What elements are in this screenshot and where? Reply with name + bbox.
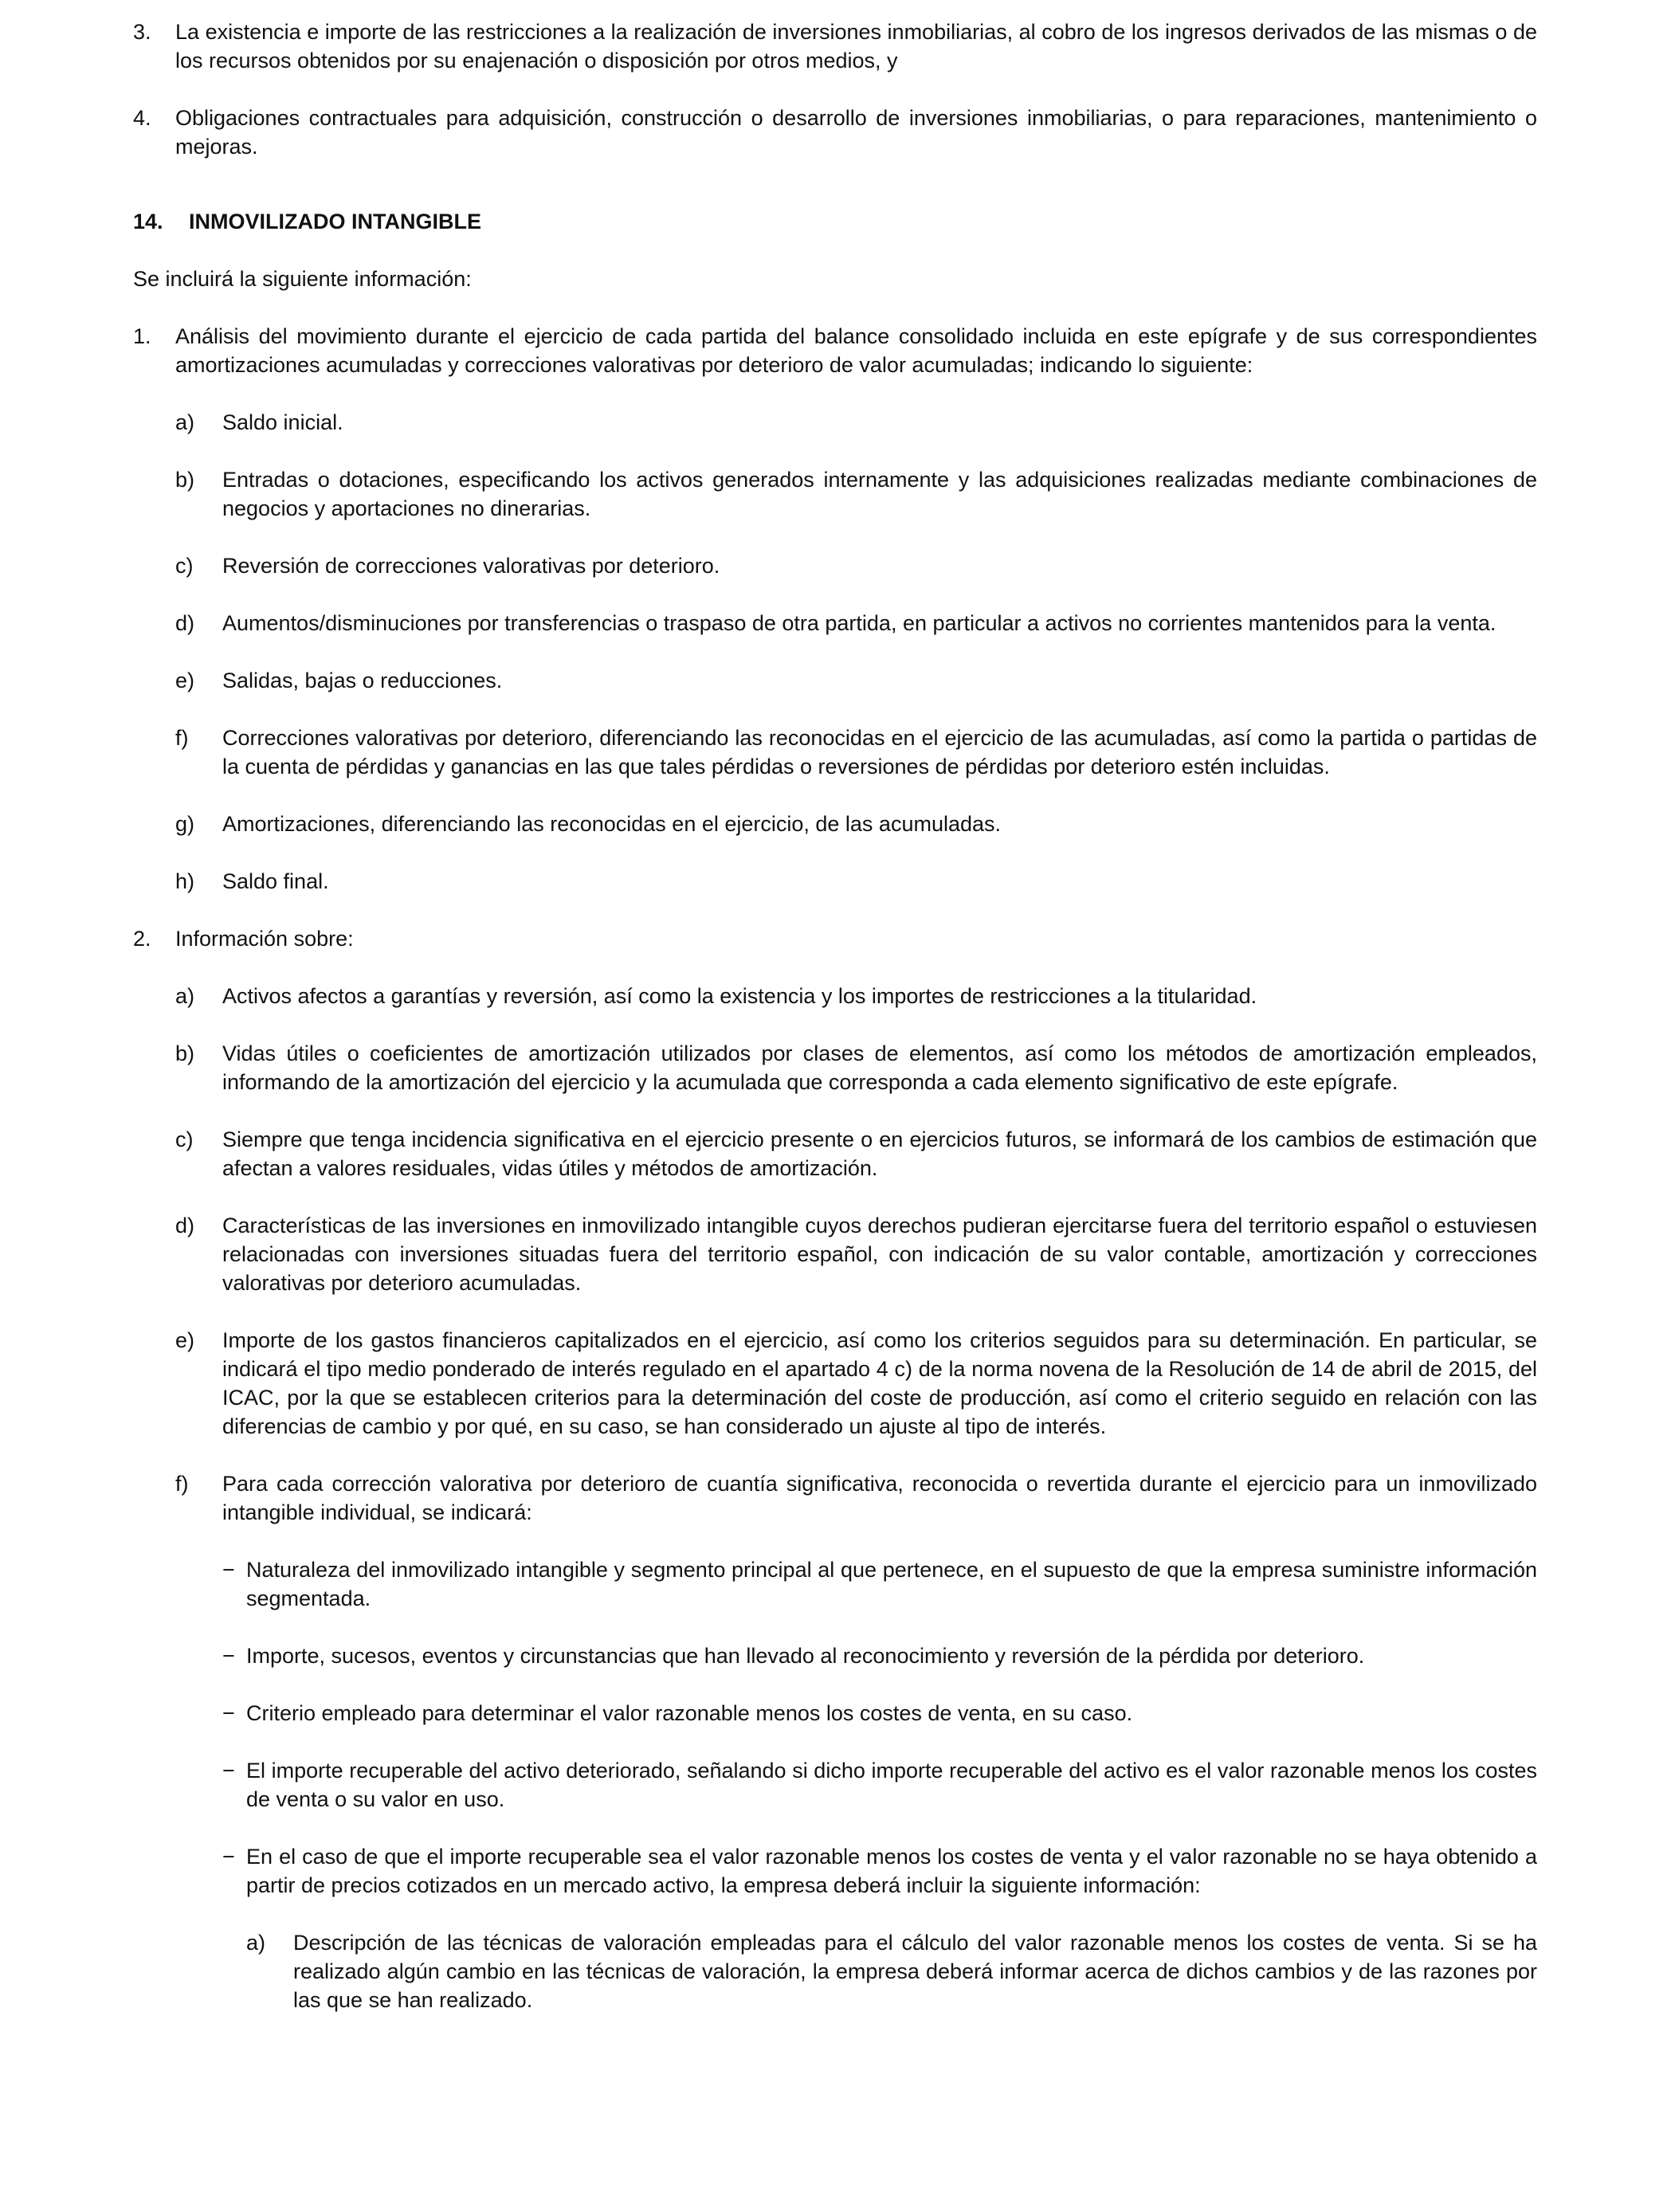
section-number: 14. (133, 210, 163, 233)
list-text: Análisis del movimiento durante el ejercicio de cada partida del balance consolidado incluida en este epígrafe y de sus correspondientes amortizaciones acumuladas y correcciones valorativas por deterioro de valor acumuladas; indicando lo siguiente: (175, 324, 1537, 377)
dash-marker: − (222, 1558, 235, 1582)
dash-marker: − (222, 1759, 235, 1783)
sub-list-item (175, 408, 1537, 437)
list-item (133, 924, 1537, 953)
deep-list-text: Descripción de las técnicas de valoración empleadas para el cálculo del valor razonable menos los costes de venta. Si se ha realizado algún cambio en las técnicas de valoración, la empresa deberá informar acerca de dichos cambios y de las razones por las que se han realizado. (293, 1931, 1537, 2012)
sub-list-item (175, 1211, 1537, 1297)
dash-list-text: Naturaleza del inmovilizado intangible y segmento principal al que pertenece, en el supuesto de que la empresa suministre información segmentada. (246, 1558, 1537, 1610)
dash-list-text: El importe recuperable del activo deteriorado, señalando si dicho importe recuperable del activo es el valor razonable menos los costes de venta o su valor en uso. (246, 1759, 1537, 1811)
sub-list-item (175, 724, 1537, 781)
sub-list-text: Salidas, bajas o reducciones. (222, 669, 503, 692)
sub-list-item (175, 465, 1537, 523)
sub-list-marker: d) (175, 1214, 195, 1237)
sub-list-marker: f) (175, 1472, 189, 1496)
section-intro: Se incluirá la siguiente información: (133, 267, 472, 291)
sub-list-marker: g) (175, 812, 195, 836)
sub-list-text: Siempre que tenga incidencia significativa en el ejercicio presente o en ejercicios futuros, se informará de los cambios de estimación que afectan a valores residuales, vidas útiles y métodos de amortización. (222, 1128, 1537, 1180)
list-item (133, 104, 1537, 161)
deep-list-item (246, 1928, 1537, 2014)
dash-marker: − (222, 1701, 235, 1725)
dash-list-item (222, 1756, 1537, 1814)
sub-list-text: Amortizaciones, diferenciando las reconocidas en el ejercicio, de las acumuladas. (222, 812, 1002, 836)
sub-list-text: Activos afectos a garantías y reversión, así como la existencia y los importes de restricciones a la titularidad. (222, 984, 1257, 1008)
list-item (133, 322, 1537, 379)
sub-list-marker: e) (175, 669, 195, 692)
dash-list-text: En el caso de que el importe recuperable sea el valor razonable menos los costes de venta y el valor razonable no se haya obtenido a partir de precios cotizados en un mercado activo, la empresa deberá incluir la siguiente información: (246, 1845, 1537, 1897)
sub-list-marker: a) (175, 984, 195, 1008)
list-text: Información sobre: (175, 927, 354, 951)
sub-list-item (175, 867, 1537, 896)
section-heading (133, 207, 1537, 236)
sub-list-text: Correcciones valorativas por deterioro, diferenciando las reconocidas en el ejercicio de las acumuladas, así como la partida o partidas de la cuenta de pérdidas y ganancias en las que tales pérdidas o reversiones de pérdidas por deterioro estén incluidas. (222, 726, 1537, 779)
sub-list-text: Importe de los gastos financieros capitalizados en el ejercicio, así como los criterios seguidos para su determinación. En particular, se indicará el tipo medio ponderado de interés regulado en el apartado 4 c) de la norma novena de la Resolución de 14 de abril de 2015, del ICAC, por la que se establecen criterios para la determinación del coste de producción, así como el criterio seguido en relación con las diferencias de cambio y por qué, en su caso, se han considerado un ajuste al tipo de interés. (222, 1328, 1537, 1438)
sub-list-text: Saldo final. (222, 869, 329, 893)
dash-marker: − (222, 1845, 235, 1869)
dash-marker: − (222, 1644, 235, 1668)
dash-list-text: Criterio empleado para determinar el valor razonable menos los costes de venta, en su caso. (246, 1701, 1133, 1725)
list-text: La existencia e importe de las restricciones a la realización de inversiones inmobiliarias, al cobro de los ingresos derivados de las mismas o de los recursos obtenidos por su enajenación o disposición por otros medios, y (175, 20, 1537, 73)
sub-list-text: Características de las inversiones en inmovilizado intangible cuyos derechos pudieran ejercitarse fuera del territorio español o estuviesen relacionadas con inversiones situadas fuera del territorio español, con indicación de su valor contable, amortización y correcciones valorativas por deterioro acumuladas. (222, 1214, 1537, 1295)
sub-list-marker: c) (175, 1128, 194, 1151)
sub-list-marker: e) (175, 1328, 195, 1352)
sub-list-item (175, 609, 1537, 637)
list-marker: 3. (133, 20, 151, 44)
sub-list-marker: b) (175, 1041, 195, 1065)
dash-list-item (222, 1641, 1537, 1670)
dash-list-item (222, 1842, 1537, 1900)
sub-list-text: Aumentos/disminuciones por transferencias o traspaso de otra partida, en particular a activos no corrientes mantenidos para la venta. (222, 611, 1496, 635)
list-marker: 4. (133, 106, 151, 130)
sub-list-text: Para cada corrección valorativa por deterioro de cuantía significativa, reconocida o revertida durante el ejercicio para un inmovilizado intangible individual, se indicará: (222, 1472, 1537, 1524)
sub-list-marker: b) (175, 468, 195, 492)
dash-list-text: Importe, sucesos, eventos y circunstancias que han llevado al reconocimiento y reversión de la pérdida por deterioro. (246, 1644, 1365, 1668)
sub-list-marker: c) (175, 554, 194, 578)
sub-list-text: Vidas útiles o coeficientes de amortización utilizados por clases de elementos, así como los métodos de amortización empleados, informando de la amortización del ejercicio y la acumulada que corresponda a cada elemento significativo de este epígrafe. (222, 1041, 1537, 1094)
sub-list-item (175, 666, 1537, 695)
sub-list-text: Saldo inicial. (222, 410, 343, 434)
dash-list-item (222, 1555, 1537, 1613)
sub-list-item (175, 1039, 1537, 1096)
sub-list-marker: h) (175, 869, 195, 893)
sub-list-item (175, 810, 1537, 838)
list-item (133, 18, 1537, 75)
section-title: INMOVILIZADO INTANGIBLE (189, 210, 481, 233)
list-text: Obligaciones contractuales para adquisición, construcción o desarrollo de inversiones inmobiliarias, o para reparaciones, mantenimiento o mejoras. (175, 106, 1537, 159)
list-marker: 1. (133, 324, 151, 348)
document-page (133, 18, 1537, 2014)
sub-list-item (175, 1326, 1537, 1441)
deep-list-marker: a) (246, 1931, 266, 1955)
sub-list-marker: a) (175, 410, 195, 434)
sub-list-marker: d) (175, 611, 195, 635)
sub-list-item (175, 982, 1537, 1010)
sub-list-item (175, 551, 1537, 580)
dash-list-item (222, 1699, 1537, 1728)
sub-list-text: Reversión de correcciones valorativas por deterioro. (222, 554, 720, 578)
sub-list-item (175, 1469, 1537, 1527)
sub-list-marker: f) (175, 726, 189, 750)
sub-list-text: Entradas o dotaciones, especificando los activos generados internamente y las adquisiciones realizadas mediante combinaciones de negocios y aportaciones no dinerarias. (222, 468, 1537, 520)
list-marker: 2. (133, 927, 151, 951)
sub-list-item (175, 1125, 1537, 1182)
